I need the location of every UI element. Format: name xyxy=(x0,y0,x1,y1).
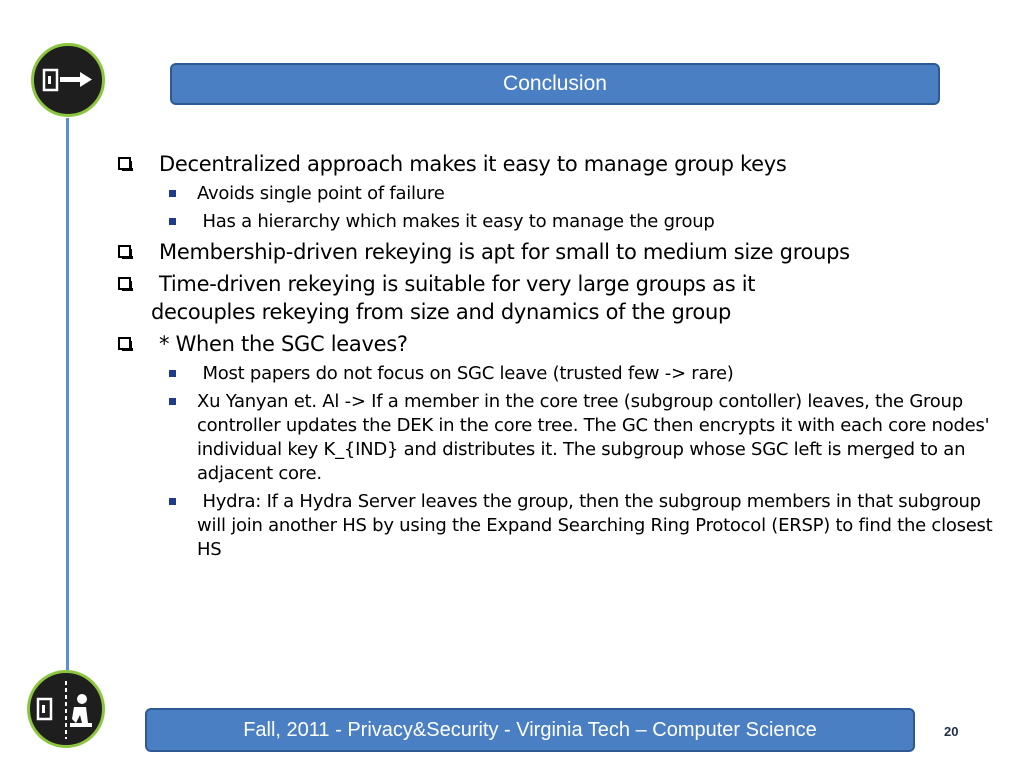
sub-bullet-item: Xu Yanyan et. Al -> If a member in the core tree (subgroup contoller) leaves, the Group controller updates the DEK in the core tree. The GC then encrypts it with each core nodes' individual key K_{IND} and distributes it. The subgroup whose SGC left is merged to an adjacent core. xyxy=(112,390,1012,486)
slide-footer: Fall, 2011 - Privacy&Security - Virginia Tech – Computer Science xyxy=(145,708,915,752)
bullet-item: Decentralized approach makes it easy to manage group keys xyxy=(112,150,1012,178)
checkbox-bullet-icon xyxy=(118,157,131,170)
square-bullet-icon xyxy=(169,498,176,505)
bullet-item: * When the SGC leaves? xyxy=(112,330,1012,358)
exit-door-arrow-icon[interactable] xyxy=(31,43,105,117)
square-bullet-icon xyxy=(169,190,176,197)
sub-bullet-item: Most papers do not focus on SGC leave (trusted few -> rare) xyxy=(112,362,1012,386)
bullet-item: Membership-driven rekeying is apt for small to medium size groups xyxy=(112,238,1012,266)
square-bullet-icon xyxy=(169,398,176,405)
sub-bullet-item: Hydra: If a Hydra Server leaves the group, then the subgroup members in that subgroup will join another HS by using the Expand Searching Ring Protocol (ERSP) to find the closest HS xyxy=(112,490,1012,562)
bullet-item: Time-driven rekeying is suitable for very large groups as it decouples rekeying from size and dynamics of the group xyxy=(112,270,1012,326)
vertical-rail xyxy=(66,118,69,678)
checkbox-bullet-icon xyxy=(118,245,131,258)
bullet-list xyxy=(112,146,1012,562)
square-bullet-icon xyxy=(169,370,176,377)
slide-title: Conclusion xyxy=(170,63,940,105)
page-number: 20 xyxy=(944,724,959,739)
checkbox-bullet-icon xyxy=(118,337,131,350)
sub-bullet-item: Avoids single point of failure xyxy=(112,182,1012,206)
square-bullet-icon xyxy=(169,218,176,225)
checkbox-bullet-icon xyxy=(118,277,131,290)
exit-door-person-icon[interactable] xyxy=(27,670,105,748)
sub-bullet-item: Has a hierarchy which makes it easy to manage the group xyxy=(112,210,1012,234)
